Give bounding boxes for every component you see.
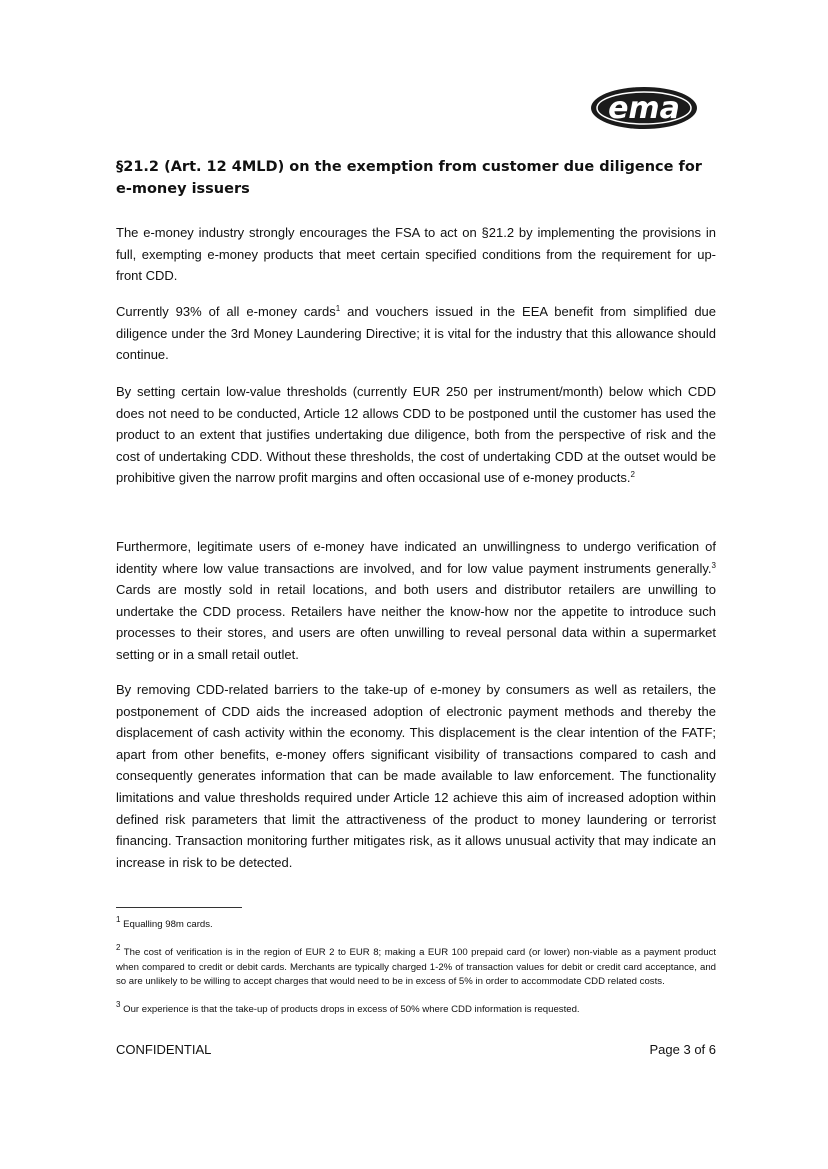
footnote-text: The cost of verification is in the region of EUR 2 to EUR 8; making a EUR 100 prepaid card (or lower) non-viable as a payment product when compared to credit or debit cards. Merchants are typically charged 1-2% of transaction values for debit or credit card acceptance, and so are unlikely to be willing to accept charges that would need to be in excess of 5% in order to accommodate CDD related costs. [116,947,716,988]
footnote-number: 3 [116,1000,121,1009]
paragraph-2-text-b: and vouchers issued in the EEA benefit from simplified due diligence under the 3rd Money Laundering Directive; it is vital for the industry that this allowance should continue. [116,304,717,363]
footnote-ref-3: 3 [711,560,716,570]
footnote-2 [116,943,716,990]
paragraph-2-text-a: Currently 93% of all e-money cards [116,304,336,319]
footnote-ref-2: 2 [630,470,635,480]
footnote-number: 2 [116,943,121,952]
footnote-ref-1: 1 [335,304,341,313]
footnote-divider [116,907,242,908]
section-heading: §21.2 (Art. 12 4MLD) on the exemption from customer due diligence for e-money issuers [116,159,702,197]
paragraph-3 [116,381,716,489]
paragraph-4-text-a: Furthermore, legitimate users of e-money have indicated an unwillingness to undergo verification of identity where low value transactions are involved, and for low value payment instruments generally. [116,539,716,576]
footnote-3 [116,1000,716,1018]
paragraph-3-text: By setting certain low-value thresholds (currently EUR 250 per instrument/month) below which CDD does not need to be conducted, Article 12 allows CDD to be postponed until the customer has used the product to an extent that justifies undertaking due diligence, both from the perspective of risk and the cost of undertaking CDD. Without these thresholds, the cost of undertaking CDD at the outset would be prohibitive given the narrow profit margins and often occasional use of e-money products. [116,384,716,486]
paragraph-1: The e-money industry strongly encourages the FSA to act on §21.2 by implementing the provisions in full, exempting e-money products that meet certain specified conditions from the requirement for up-front CDD. [116,225,716,284]
footnote-number: 1 [116,915,121,924]
paragraph-4-text-b: Cards are mostly sold in retail locations, and both users and distributor retailers are unwilling to undertake the CDD process. Retailers have neither the know-how nor the appetite to introduce such processes to their stores, and users are often unwilling to reveal personal data within a supermarket setting or in a small retail outlet. [116,582,716,662]
logo-text: ema [608,91,680,126]
confidential-label: CONFIDENTIAL [116,1042,212,1057]
ema-logo [588,82,700,132]
paragraph-4 [116,536,716,666]
footnote-1 [116,915,716,933]
paragraph-2 [116,301,716,366]
footnote-text: Our experience is that the take-up of products drops in excess of 50% where CDD information is requested. [123,1004,580,1015]
paragraph-5: By removing CDD-related barriers to the take-up of e-money by consumers as well as retailers, the postponement of CDD aids the increased adoption of electronic payment methods and thereby the displacement of cash activity within the economy. This displacement is the clear intention of the FATF; apart from other benefits, e-money offers significant visibility of transactions compared to cash and consequently generates information that can be made available to law enforcement. The functionality limitations and value thresholds required under Article 12 achieve this aim of increased adoption within defined risk parameters that limit the attractiveness of the product to money laundering or terrorist financing. Transaction monitoring further mitigates risk, as it allows unusual activity that may indicate an increase in risk to be detected. [116,682,716,870]
footnote-text: Equalling 98m cards. [123,919,213,930]
page-number: Page 3 of 6 [649,1042,716,1057]
